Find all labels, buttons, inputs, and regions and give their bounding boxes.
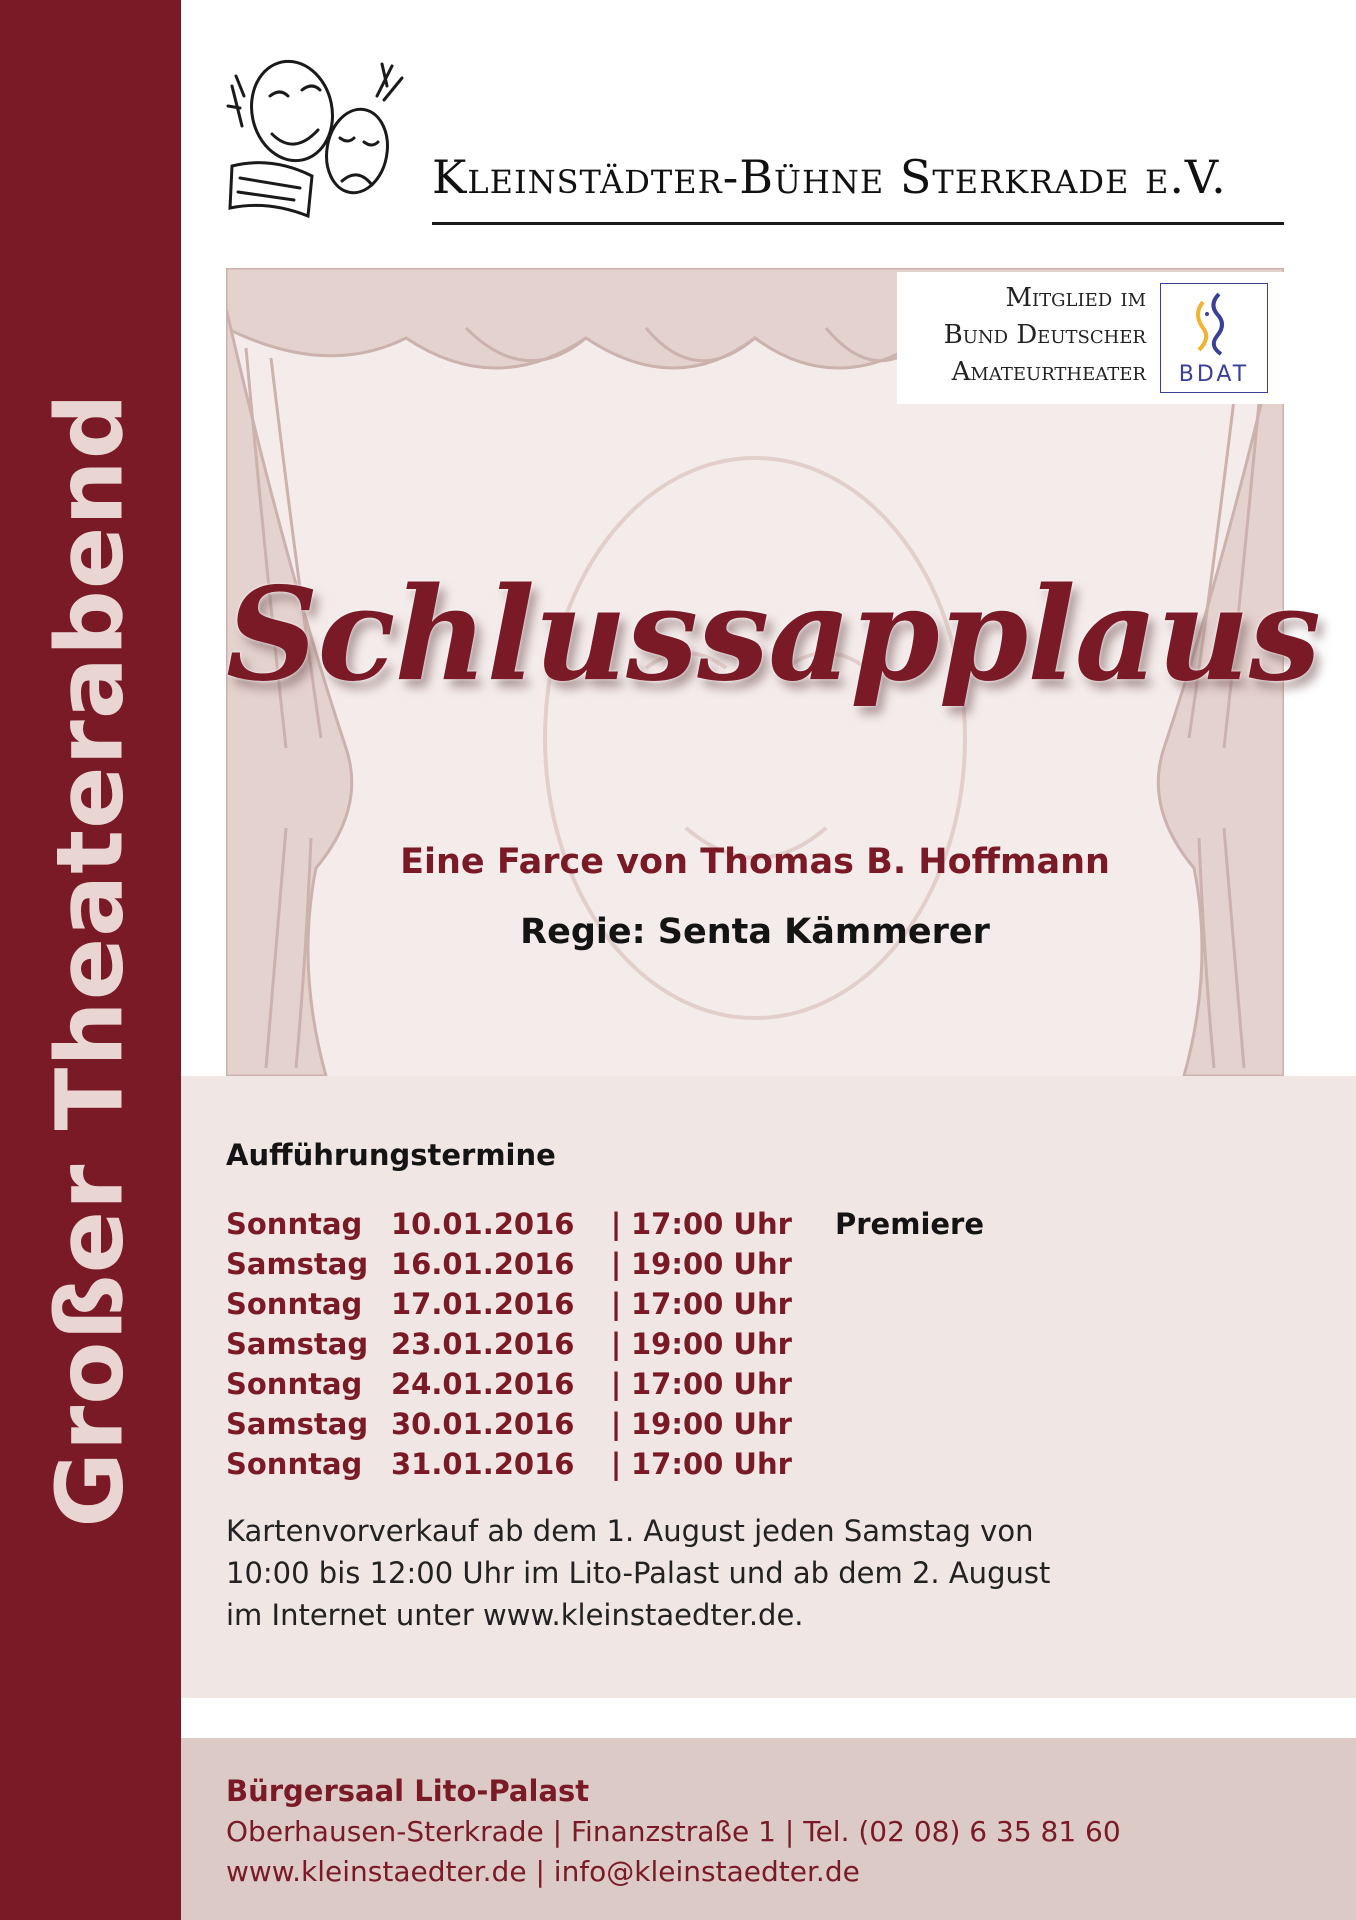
venue-contact-links: www.kleinstaedter.de | info@kleinstaedter.de [226,1855,860,1888]
venue-name: Bürgersaal Lito-Palast [226,1774,590,1808]
schedule-row: Sonntag 17.01.2016 | 17:00 Uhr [226,1287,792,1321]
schedule-list [226,1204,984,1484]
schedule-row: Sonntag 10.01.2016 | 17:00 Uhr Premiere [226,1204,984,1244]
schedule-row: Sonntag 31.01.2016 | 17:00 Uhr [226,1447,792,1481]
venue-address: Oberhausen-Sterkrade | Finanzstraße 1 | Tel. (02 08) 6 35 81 60 [226,1815,1121,1848]
club-name: Kleinstädter-Bühne Sterkrade e.V. [432,150,1227,204]
theatre-masks-logo [222,56,418,228]
schedule-row: Samstag 16.01.2016 | 19:00 Uhr [226,1247,792,1281]
schedule-row: Sonntag 24.01.2016 | 17:00 Uhr [226,1367,792,1401]
sidebar-label: Großer Theaterabend [36,392,144,1528]
play-title: Schlussapplaus [226,560,1320,710]
bdat-logo-label: BDAT [1178,362,1250,387]
header-divider [432,222,1284,225]
ticket-info: Kartenvorverkauf ab dem 1. August jeden Samstag von 10:00 bis 12:00 Uhr im Lito-Palast und ab dem 2. August im Internet unter www.kleinstaedter.de. [226,1514,1051,1632]
bdat-logo [1160,283,1268,393]
premiere-label: Premiere [835,1207,985,1241]
membership-text: Mitglied im Bund Deutscher Amateurtheater [943,283,1146,387]
play-subtitle: Eine Farce von Thomas B. Hoffmann [400,842,1110,882]
director-credit: Regie: Senta Kämmerer [520,912,990,952]
schedule-row: Samstag 30.01.2016 | 19:00 Uhr [226,1407,792,1441]
schedule-heading: Aufführungstermine [226,1138,556,1172]
schedule-row: Samstag 23.01.2016 | 19:00 Uhr [226,1327,792,1361]
sidebar [0,0,181,1920]
